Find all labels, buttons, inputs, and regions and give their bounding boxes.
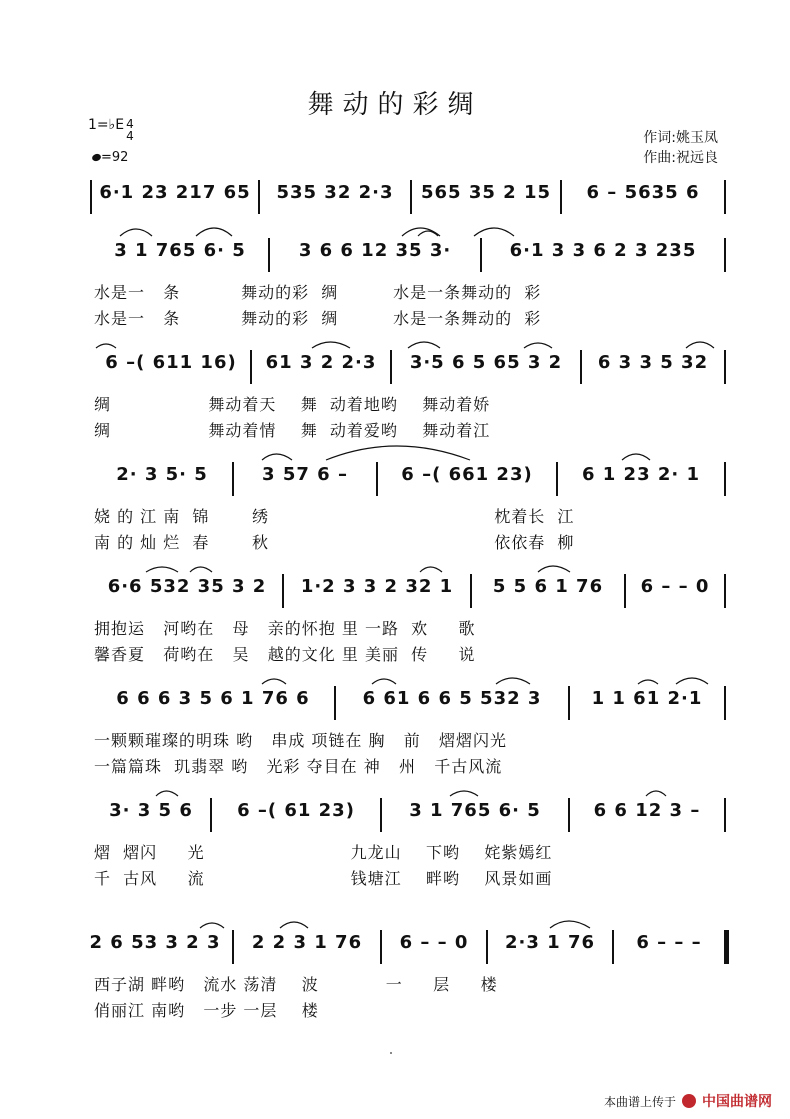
barline xyxy=(232,930,234,964)
measure: 6 6 12 3 – xyxy=(593,800,701,821)
barline xyxy=(410,180,412,214)
lyric-line: 拥抱运 河哟在 母 亲的怀抱 里 一路 欢 歌 xyxy=(94,619,476,638)
measure: 6 –( 61 23) xyxy=(237,800,355,821)
lyricist-credit: 作词:姚玉凤 xyxy=(643,130,718,146)
barline xyxy=(258,180,260,214)
lyric-line: 娆 的 江 南 锦 绣 枕着长 江 xyxy=(94,507,575,526)
lyric-line: 馨香夏 荷哟在 吴 越的文化 里 美丽 传 说 xyxy=(94,645,476,664)
barline xyxy=(486,930,488,964)
measure: 6 – 5635 6 xyxy=(586,182,700,203)
barline xyxy=(250,350,252,384)
barline xyxy=(390,350,392,384)
measure: 3 1 765 6· 5 xyxy=(409,800,541,821)
barline xyxy=(380,798,382,832)
tempo-value: =92 xyxy=(101,150,129,165)
lyric-line: 千 古风 流 钱塘江 畔哟 风景如画 xyxy=(94,869,553,888)
site-brand: 中国曲谱网 xyxy=(702,1094,772,1110)
measure: 2 6 53 3 2 3 xyxy=(89,932,221,953)
measure: 6 – – 0 xyxy=(399,932,469,953)
measure: 6 1 23 2· 1 xyxy=(581,464,701,485)
barline xyxy=(210,798,212,832)
measure: 3 57 6 – xyxy=(262,464,348,485)
barline xyxy=(556,462,558,496)
measure: 3· 3 5 6 xyxy=(109,800,193,821)
measure: 61 3 2 2·3 xyxy=(265,352,377,373)
lyric-line: 俏丽江 南哟 一步 一层 楼 xyxy=(94,1001,319,1020)
lyric-line: 南 的 灿 烂 春 秋 依依春 柳 xyxy=(94,533,575,552)
barline xyxy=(724,798,726,832)
barline xyxy=(568,686,570,720)
lyric-line: 熠 熠闪 光 九龙山 下哟 姹紫嫣红 xyxy=(94,843,553,862)
time-sig-bottom: 4 xyxy=(126,129,134,143)
upload-text: 本曲谱上传于 xyxy=(603,1094,676,1109)
lyric-line: 西子湖 畔哟 流水 荡清 波 一 层 楼 xyxy=(94,975,498,994)
barline xyxy=(480,238,482,272)
measure: 2· 3 5· 5 xyxy=(116,464,208,485)
barline xyxy=(90,180,92,214)
time-sig-top: 4 xyxy=(126,117,134,131)
barline xyxy=(268,238,270,272)
footer xyxy=(604,1091,772,1111)
lyric-line: 水是一 条 舞动的彩 绸 水是一条舞动的 彩 xyxy=(94,283,542,302)
measure: 6·1 23 217 65 xyxy=(99,182,251,203)
measure: 535 32 2·3 xyxy=(276,182,394,203)
barline xyxy=(624,574,626,608)
measure: 1 1 61 2·1 xyxy=(591,688,703,709)
barline xyxy=(282,574,284,608)
barline xyxy=(470,574,472,608)
measure: 3·5 6 5 65 3 2 xyxy=(409,352,563,373)
measure: 6 3 3 5 32 xyxy=(597,352,709,373)
barline xyxy=(580,350,582,384)
barline xyxy=(724,574,726,608)
measure: 5 5 6 1 76 xyxy=(492,576,604,597)
site-logo-icon xyxy=(682,1094,696,1108)
measure: 2 2 3 1 76 xyxy=(251,932,363,953)
barline xyxy=(724,686,726,720)
barline xyxy=(724,930,729,964)
lyric-line: 一篇篇珠 玑翡翠 哟 光彩 夺目在 神 州 千古风流 xyxy=(94,757,503,776)
barline xyxy=(612,930,614,964)
measure: 6 –( 661 23) xyxy=(401,464,533,485)
barline xyxy=(334,686,336,720)
barline xyxy=(232,462,234,496)
key-prefix: 1= xyxy=(88,117,109,133)
measure: 6·6 532 35 3 2 xyxy=(107,576,267,597)
measure: 6 – – 0 xyxy=(640,576,710,597)
barline xyxy=(560,180,562,214)
stray-dot xyxy=(390,1052,392,1054)
flat-sign: ♭ xyxy=(108,117,116,133)
composer-credit: 作曲:祝远良 xyxy=(643,150,718,166)
barline xyxy=(724,180,726,214)
barline xyxy=(380,930,382,964)
lyric-line: 绸 舞动着天 舞 动着地哟 舞动着娇 xyxy=(94,395,491,414)
credits xyxy=(643,128,718,168)
measure: 565 35 2 15 xyxy=(421,182,551,203)
lyric-line: 绸 舞动着情 舞 动着爱哟 舞动着江 xyxy=(94,421,491,440)
measure: 3 1 765 6· 5 xyxy=(114,240,246,261)
time-signature xyxy=(126,118,134,142)
tempo-marking xyxy=(92,150,128,165)
key-note: E xyxy=(115,117,125,133)
barline xyxy=(724,350,726,384)
lyric-line: 一颗颗璀璨的明珠 哟 串成 项链在 胸 前 熠熠闪光 xyxy=(94,731,508,750)
page-title: 舞动的彩绸 xyxy=(307,90,483,120)
measure: 6 – – – xyxy=(636,932,702,953)
barline xyxy=(724,238,726,272)
measure: 1·2 3 3 2 32 1 xyxy=(300,576,454,597)
key-signature xyxy=(88,118,134,142)
measure: 3 6 6 12 35 3· xyxy=(298,240,452,261)
barline xyxy=(376,462,378,496)
lyric-line: 水是一 条 舞动的彩 绸 水是一条舞动的 彩 xyxy=(94,309,542,328)
measure: 6 6 6 3 5 6 1 76 6 xyxy=(116,688,310,709)
measure: 6 61 6 6 5 532 3 xyxy=(362,688,542,709)
measure: 6·1 3 3 6 2 3 235 xyxy=(509,240,697,261)
barline xyxy=(568,798,570,832)
barline xyxy=(724,462,726,496)
measure: 2·3 1 76 xyxy=(505,932,595,953)
measure: 6 –( 611 16) xyxy=(105,352,237,373)
